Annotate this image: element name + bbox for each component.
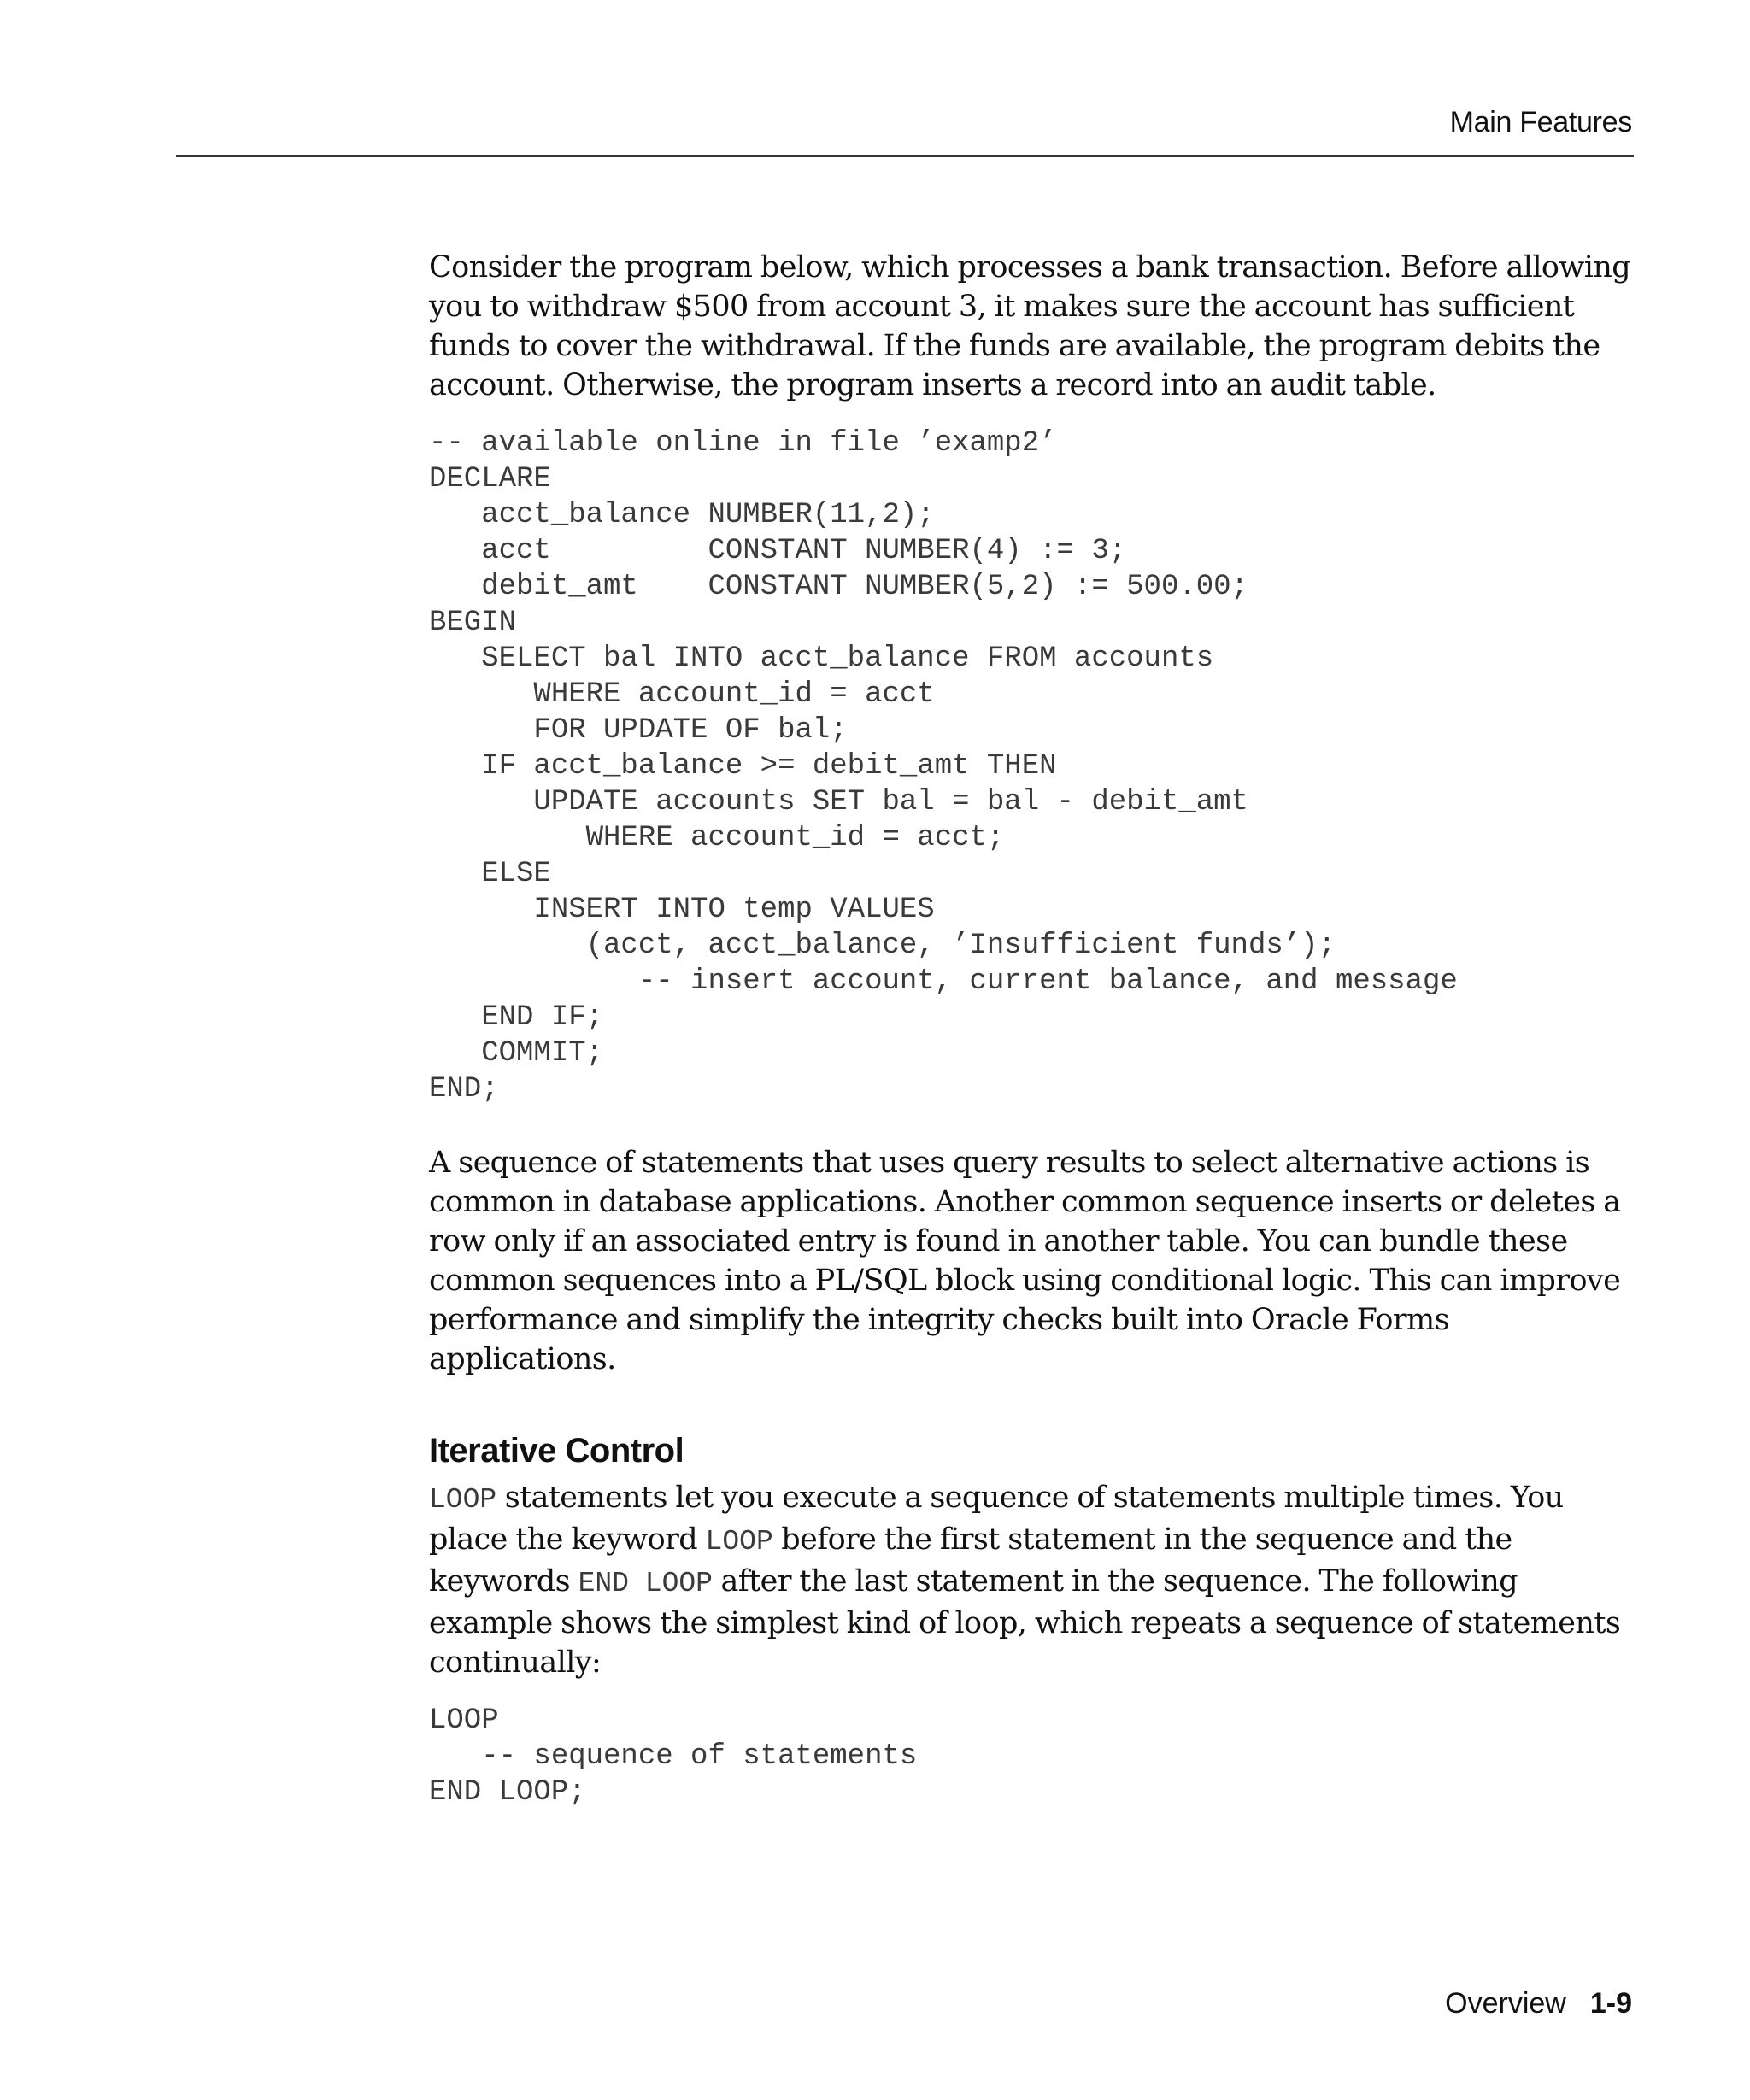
- intro-paragraph: Consider the program below, which processes a bank transaction. Before allowing you to withdraw $500 from account 3, it makes sure the account has sufficient funds to cover the withdrawal. If the funds are available, the program debits the account. Otherwise, the program inserts a record into an audit table.: [429, 250, 1631, 402]
- running-head: Main Features: [1449, 106, 1632, 138]
- paragraph-text: after the last statement in the sequence. The following example shows the simplest kind of loop, which repeats a sequence of statements continually:: [429, 1564, 1621, 1680]
- paragraph-text: before the first statement in the sequence and the keywords: [429, 1522, 1512, 1598]
- page-footer: [1445, 1987, 1632, 2021]
- code-example-bank-transaction: -- available online in file ’examp2’ DECLARE acct_balance NUMBER(11,2); acct CONSTANT NUMBER(4) := 3; debit_amt CONSTANT NUMBER(5,2) := 500.00; BEGIN SELECT bal INTO acct_balance FROM accounts WHERE account_id = acct FOR UPDATE OF bal; IF acct_balance >= debit_amt THEN UPDATE accounts SET bal = bal - debit_amt WHERE account_id = acct; ELSE INSERT INTO temp VALUES (acct, acct_balance, ’Insufficient funds’); -- insert account, current balance, and message END IF; COMMIT; END;: [429, 427, 1458, 1106]
- header-rule: [176, 155, 1634, 157]
- paragraph-text: statements let you execute a sequence of statements multiple times. You place the keyword: [429, 1481, 1564, 1557]
- inline-code-loop: LOOP: [705, 1526, 773, 1557]
- iterative-control-paragraph: [429, 1478, 1642, 1682]
- conditional-logic-paragraph: A sequence of statements that uses query results to select alternative actions is common in database applications. Another common sequence inserts or deletes a row only if an associated entry is found in another table. You can bundle these common sequences into a PL/SQL block using conditional logic. This can improve performance and simplify the integrity checks built into Oracle Forms applications.: [429, 1146, 1621, 1376]
- page-content: [429, 248, 1642, 1810]
- section-heading-iterative-control: Iterative Control: [429, 1432, 684, 1469]
- inline-code-loop: LOOP: [429, 1484, 497, 1516]
- page-number: 1-9: [1589, 1987, 1632, 2020]
- footer-label: Overview: [1445, 1987, 1566, 2020]
- code-example-loop: LOOP -- sequence of statements END LOOP;: [429, 1704, 918, 1809]
- inline-code-end-loop: END LOOP: [578, 1568, 713, 1599]
